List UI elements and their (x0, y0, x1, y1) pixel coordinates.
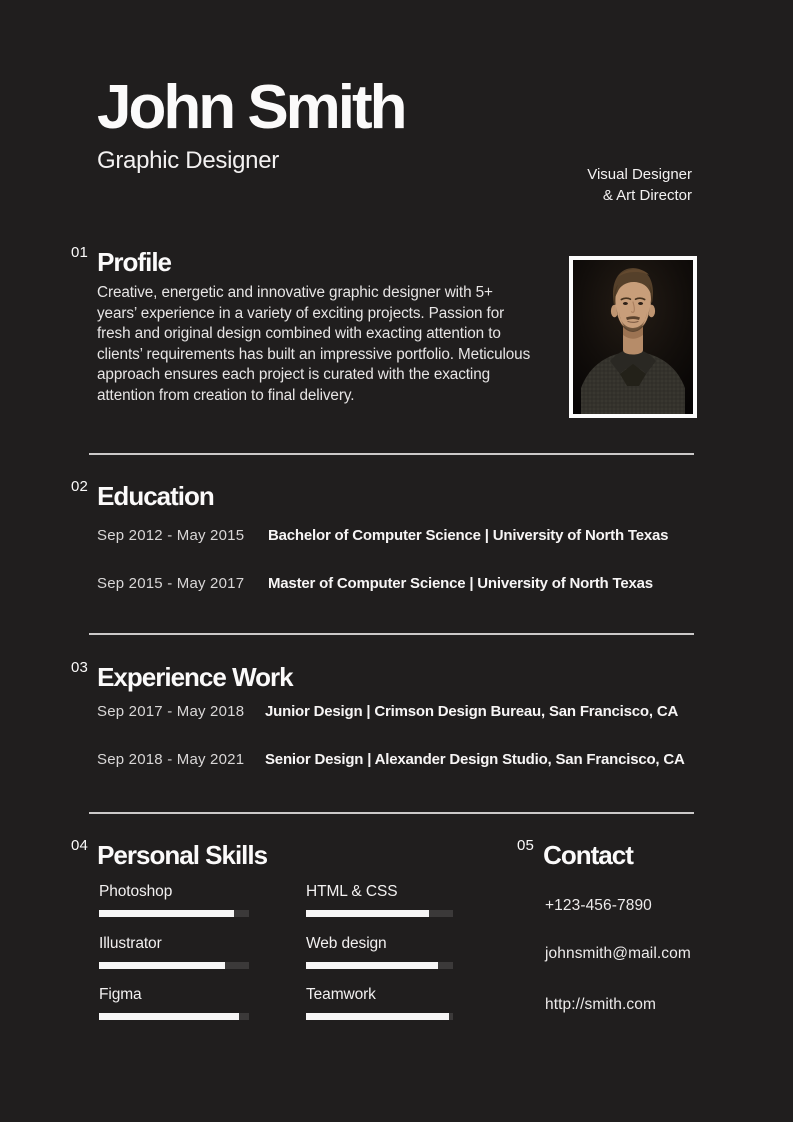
skills-section-number: 04 (71, 837, 89, 854)
profile-section-number: 01 (71, 244, 89, 261)
skill-item (306, 987, 453, 1020)
education-section-heading: Education (97, 480, 214, 511)
skill-label: Teamwork (306, 986, 376, 1003)
skill-progress-fill (306, 910, 429, 917)
skill-progress-fill (99, 962, 225, 969)
experience-section-number: 03 (71, 659, 89, 676)
person-name: John Smith (97, 73, 405, 142)
tagline-line-1: Visual Designer (587, 166, 692, 183)
skill-label: Illustrator (99, 935, 162, 952)
profile-summary: Creative, energetic and innovative graphic designer with 5+ years’ experience in a variety of exciting projects. Passion for fresh and original design combined with exacting attention to clients’ requirements has built an impressive portfolio. Meticulous approach ensures each project is curated with the exacting attention from creation to final delivery. (97, 284, 531, 404)
contact-phone: +123-456-7890 (545, 897, 652, 914)
skill-label: HTML & CSS (306, 883, 398, 900)
skills-section-header (71, 838, 267, 868)
experience-entry-detail: Senior Design | Alexander Design Studio, San Francisco, CA (265, 751, 685, 768)
experience-entry (97, 752, 685, 767)
contact-section-number: 05 (517, 837, 535, 854)
education-entry-detail: Bachelor of Computer Science | University of North Texas (268, 527, 669, 544)
skill-progress-track (99, 1013, 249, 1020)
experience-entry-detail: Junior Design | Crimson Design Bureau, San Francisco, CA (265, 703, 679, 720)
skill-label: Photoshop (99, 883, 173, 900)
profile-photo (569, 256, 697, 418)
contact-section-heading: Contact (543, 839, 633, 870)
education-entry-dates: Sep 2012 - May 2015 (97, 527, 245, 544)
skill-progress-track (99, 910, 249, 917)
contact-email: johnsmith@mail.com (545, 945, 691, 962)
experience-section-heading: Experience Work (97, 661, 293, 692)
tagline-line-2: & Art Director (602, 187, 692, 204)
education-entry (97, 528, 668, 543)
section-divider (89, 812, 694, 814)
skill-progress-fill (306, 962, 438, 969)
contact-section-header (517, 838, 633, 868)
experience-entry (97, 704, 678, 719)
skill-progress-track (306, 962, 453, 969)
section-divider (89, 633, 694, 635)
skill-progress-fill (99, 910, 234, 917)
profile-section-header (71, 245, 171, 275)
section-divider (89, 453, 694, 455)
skill-item (306, 884, 453, 917)
education-section-number: 02 (71, 478, 89, 495)
profile-section-heading: Profile (97, 246, 172, 277)
education-entry (97, 576, 653, 591)
skill-item (306, 936, 453, 969)
skill-progress-fill (99, 1013, 239, 1020)
skill-progress-track (306, 910, 453, 917)
education-entry-dates: Sep 2015 - May 2017 (97, 575, 245, 592)
skill-progress-track (306, 1013, 453, 1020)
contact-website: http://smith.com (545, 996, 656, 1013)
tagline (587, 164, 692, 206)
experience-entry-dates: Sep 2018 - May 2021 (97, 751, 245, 768)
experience-section-header (71, 660, 293, 690)
skill-label: Figma (99, 986, 142, 1003)
education-entry-detail: Master of Computer Science | University of North Texas (268, 575, 653, 592)
experience-entry-dates: Sep 2017 - May 2018 (97, 703, 245, 720)
portrait-illustration (573, 260, 693, 414)
skill-item (99, 936, 249, 969)
skills-section-heading: Personal Skills (97, 839, 268, 870)
skill-label: Web design (306, 935, 387, 952)
skill-progress-track (99, 962, 249, 969)
education-section-header (71, 479, 214, 509)
skill-item (99, 987, 249, 1020)
skill-item (99, 884, 249, 917)
skill-progress-fill (306, 1013, 449, 1020)
job-title: Graphic Designer (97, 147, 279, 174)
